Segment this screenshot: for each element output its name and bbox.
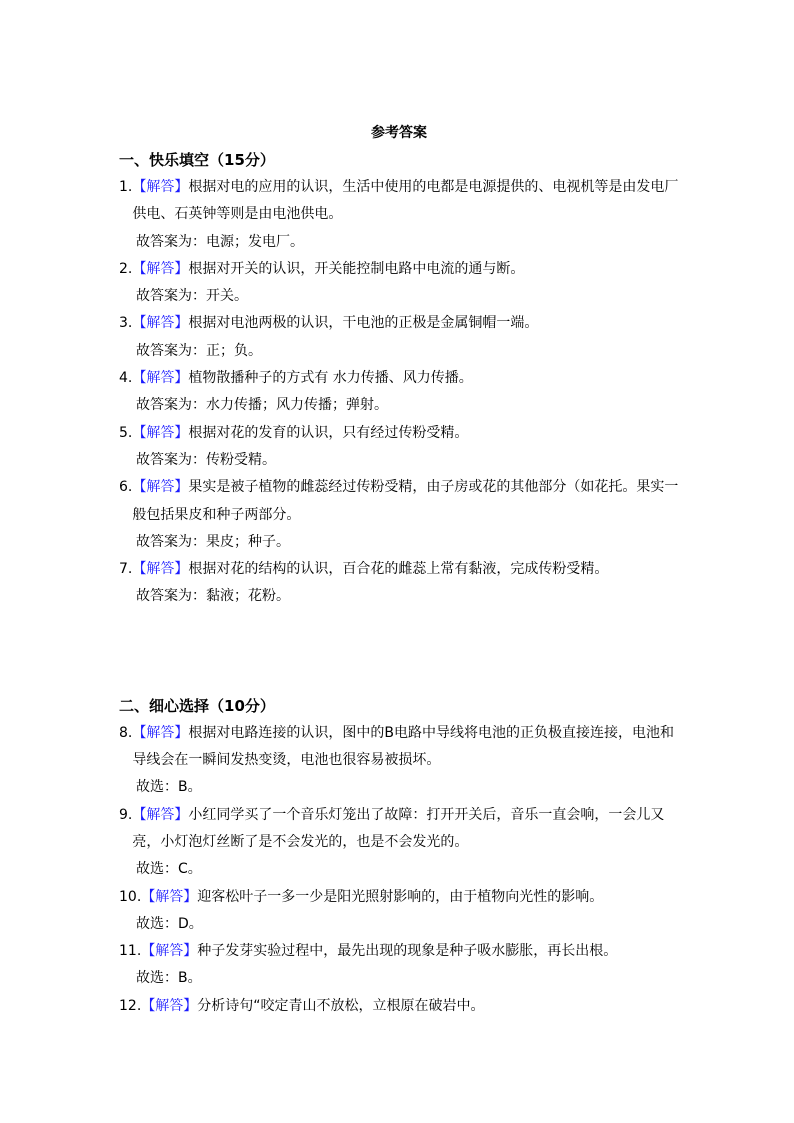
question-number: 5. (119, 424, 133, 441)
explanation (141, 938, 679, 965)
answer-label: 【解答】 (141, 888, 198, 905)
explanation (132, 556, 679, 583)
explanation (132, 365, 679, 392)
explanation-text: 植物散播种子的方式有 水力传播、风力传播。 (188, 370, 473, 387)
explanation (132, 310, 679, 337)
answer-label: 【解答】 (132, 561, 189, 578)
question-number: 3. (119, 315, 133, 332)
explanation-text: 根据对开关的认识，开关能控制电路中电流的通与断。 (188, 260, 525, 277)
explanation-text: 根据对电的应用的认识，生活中使用的电都是电源提供的、电视机等是由发电厂供电、石英钟等则是由电池供电。 (132, 179, 679, 223)
question-item (119, 802, 679, 857)
answer-key-page (119, 120, 679, 1020)
question-number: 12. (119, 997, 142, 1014)
explanation-text: 小红同学买了一个音乐灯笼出了故障：打开开关后，音乐一直会响，一会儿又亮，小灯泡灯丝断了是不会发光的，也是不会发光的。 (132, 806, 665, 850)
question-item (119, 365, 679, 392)
question-number: 6. (119, 479, 133, 496)
explanation-text: 迎客松叶子一多一少是阳光照射影响的，由于植物向光性的影响。 (197, 888, 604, 905)
explanation (132, 474, 679, 529)
page-title: 参考答案 (371, 125, 427, 141)
answer-label: 【解答】 (132, 179, 189, 195)
question-number: 9. (119, 806, 133, 823)
question-item (119, 720, 679, 775)
explanation (132, 256, 679, 283)
answer-label: 【解答】 (141, 997, 198, 1014)
explanation-text: 果实是被子植物的雌蕊经过传粉受精，由子房或花的其他部分（如花托。果实一般包括果皮和种子两部分。 (132, 479, 679, 523)
answer-label: 【解答】 (132, 424, 189, 441)
final-answer: 故答案为：果皮；种子。 (136, 533, 290, 550)
final-answer: 故选：D。 (136, 915, 203, 932)
section-heading: 二、细心选择（10分） (119, 696, 275, 715)
final-answer: 故选：B。 (136, 779, 202, 796)
explanation-text: 根据对花的发育的认识，只有经过传粉受精。 (188, 424, 469, 441)
section-heading: 一、快乐填空（15分） (119, 151, 275, 169)
explanation (132, 720, 679, 775)
final-answer: 故选：C。 (136, 861, 202, 878)
question-number: 2. (119, 260, 133, 277)
final-answer: 故答案为：黏液；花粉。 (136, 588, 290, 605)
explanation-text: 根据对花的结构的认识，百合花的雌蕊上常有黏液，完成传粉受精。 (188, 561, 609, 578)
question-item (119, 420, 679, 447)
answer-label: 【解答】 (141, 943, 198, 960)
answer-label: 【解答】 (132, 260, 189, 277)
final-answer: 故答案为：开关。 (136, 288, 248, 305)
explanation (132, 174, 679, 229)
explanation (132, 802, 679, 857)
explanation-text: 根据对电路连接的认识，图中的B电路中导线将电池的正负极直接连接，电池和导线会在一瞬间发热变烫，电池也很容易被损坏。 (132, 724, 674, 769)
explanation (132, 420, 679, 447)
question-item (119, 884, 679, 911)
explanation-text: 分析诗句“咬定青山不放松，立根原在破岩中。 (197, 997, 485, 1014)
question-item (119, 556, 679, 583)
explanation (141, 993, 679, 1020)
answer-label: 【解答】 (132, 806, 189, 823)
question-item (119, 310, 679, 337)
question-number: 8. (119, 724, 133, 741)
section-gap (119, 611, 679, 693)
sections (119, 147, 679, 1020)
final-answer: 故答案为：水力传播；风力传播；弹射。 (136, 397, 388, 414)
final-answer: 故答案为：正；负。 (136, 342, 262, 359)
question-item (119, 938, 679, 965)
question-item (119, 174, 679, 229)
question-item (119, 474, 679, 529)
answer-label: 【解答】 (132, 315, 189, 332)
question-number: 11. (119, 943, 142, 960)
explanation (141, 884, 679, 911)
question-number: 4. (119, 370, 133, 387)
question-number: 10. (119, 888, 142, 905)
final-answer: 故答案为：传粉受精。 (136, 451, 276, 468)
final-answer: 故答案为：电源；发电厂。 (136, 233, 304, 250)
question-number: 1. (119, 179, 133, 195)
explanation-text: 种子发芽实验过程中，最先出现的现象是种子吸水膨胀，再长出根。 (197, 943, 618, 960)
explanation-text: 根据对电池两极的认识，干电池的正极是金属铜帽一端。 (188, 315, 539, 332)
question-item (119, 993, 679, 1020)
answer-label: 【解答】 (132, 479, 189, 496)
question-number: 7. (119, 561, 133, 578)
answer-label: 【解答】 (132, 724, 189, 741)
final-answer: 故选：B。 (136, 970, 202, 987)
answer-label: 【解答】 (132, 370, 189, 387)
question-item (119, 256, 679, 283)
